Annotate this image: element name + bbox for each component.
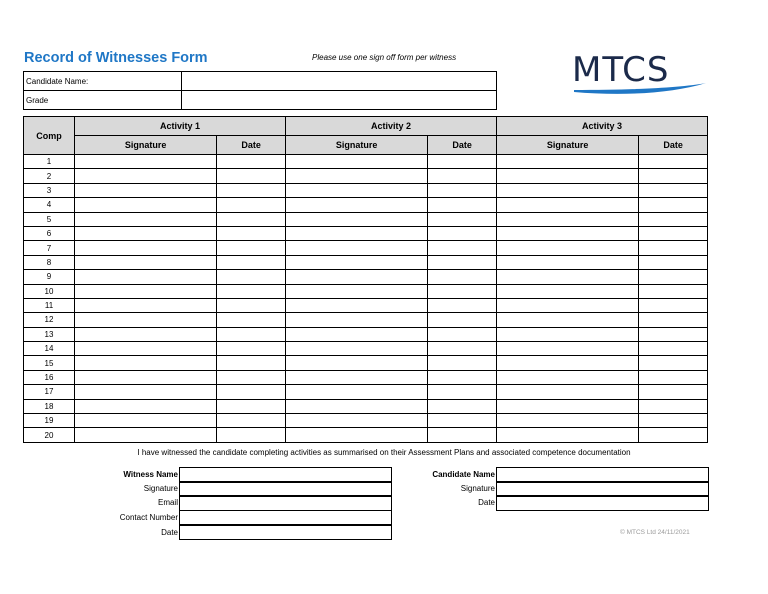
table-row — [24, 226, 708, 240]
table-row — [24, 342, 708, 356]
activity-1-date-cell[interactable] — [217, 342, 286, 356]
activity-3-date-cell[interactable] — [639, 198, 708, 212]
activity-2-date-cell[interactable] — [428, 385, 497, 399]
activity-2-signature-cell[interactable] — [285, 169, 427, 183]
activity-2-date-cell[interactable] — [428, 298, 497, 312]
activity-2-signature-cell[interactable] — [285, 241, 427, 255]
activity-3-date-cell[interactable] — [639, 284, 708, 298]
witness-email-field[interactable] — [179, 495, 392, 511]
activity-3-date-cell[interactable] — [639, 399, 708, 413]
activity-2-date-cell[interactable] — [428, 226, 497, 240]
activity-2-signature-cell[interactable] — [285, 270, 427, 284]
activity-1-signature-cell[interactable] — [75, 155, 217, 169]
activity-3-signature-cell[interactable] — [496, 385, 638, 399]
table-row — [24, 399, 708, 413]
mtcs-logo — [570, 50, 710, 98]
activity-2-header: Activity 2 — [285, 117, 496, 136]
activity-3-date-cell[interactable] — [639, 183, 708, 197]
activity-2-signature-cell[interactable] — [285, 342, 427, 356]
activity-3-signature-cell[interactable] — [496, 198, 638, 212]
activity-2-date-cell[interactable] — [428, 399, 497, 413]
activity-3-signature-cell[interactable] — [496, 284, 638, 298]
activity-3-date-cell[interactable] — [639, 226, 708, 240]
witness-record-table — [23, 116, 708, 443]
table-row — [24, 370, 708, 384]
form-title: Record of Witnesses Form — [24, 50, 208, 66]
activity-2-date-cell[interactable] — [428, 428, 497, 442]
comp-number: 6 — [24, 226, 75, 240]
witness-statement: I have witnessed the candidate completing activities as summarised on their Assessment Plans and associated competence documentation — [137, 448, 631, 457]
activity-3-date-cell[interactable] — [639, 270, 708, 284]
activity-1-signature-cell[interactable] — [75, 241, 217, 255]
comp-number: 16 — [24, 370, 75, 384]
activity-2-date-cell[interactable] — [428, 370, 497, 384]
candidate-signature-label: Signature — [460, 484, 495, 493]
activity-3-date-cell[interactable] — [639, 342, 708, 356]
activity-1-signature-cell[interactable] — [75, 399, 217, 413]
activity-2-date-cell[interactable] — [428, 414, 497, 428]
table-row — [24, 428, 708, 442]
activity-2-date-cell[interactable] — [428, 155, 497, 169]
comp-number: 11 — [24, 298, 75, 312]
witness-date-field[interactable] — [179, 524, 392, 540]
activity-2-date-cell[interactable] — [428, 284, 497, 298]
activity-2-date-cell[interactable] — [428, 356, 497, 370]
activity-3-signature-cell[interactable] — [496, 241, 638, 255]
signature-header: Signature — [285, 136, 427, 155]
activity-1-date-cell[interactable] — [217, 226, 286, 240]
witness-date-label: Date — [161, 528, 178, 537]
activity-3-signature-cell[interactable] — [496, 342, 638, 356]
activity-1-date-cell[interactable] — [217, 327, 286, 341]
activity-3-date-cell[interactable] — [639, 313, 708, 327]
activity-2-signature-cell[interactable] — [285, 198, 427, 212]
witness-signature-label: Signature — [143, 484, 178, 493]
activity-2-date-cell[interactable] — [428, 212, 497, 226]
activity-3-date-cell[interactable] — [639, 241, 708, 255]
activity-2-signature-cell[interactable] — [285, 155, 427, 169]
activity-1-signature-cell[interactable] — [75, 198, 217, 212]
logo-text: MTCS — [572, 50, 670, 90]
activity-3-date-cell[interactable] — [639, 414, 708, 428]
comp-number: 19 — [24, 414, 75, 428]
candidate-date-label: Date — [478, 498, 495, 507]
activity-3-signature-cell[interactable] — [496, 370, 638, 384]
candidate-info-table — [23, 71, 497, 110]
activity-1-date-cell[interactable] — [217, 313, 286, 327]
activity-1-signature-cell[interactable] — [75, 370, 217, 384]
comp-number: 8 — [24, 255, 75, 269]
comp-number: 7 — [24, 241, 75, 255]
activity-1-signature-cell[interactable] — [75, 298, 217, 312]
date-header: Date — [428, 136, 497, 155]
activity-2-signature-cell[interactable] — [285, 356, 427, 370]
activity-1-signature-cell[interactable] — [75, 385, 217, 399]
activity-1-signature-cell[interactable] — [75, 255, 217, 269]
activity-2-signature-cell[interactable] — [285, 327, 427, 341]
comp-number: 4 — [24, 198, 75, 212]
activity-1-signature-cell[interactable] — [75, 313, 217, 327]
comp-number: 13 — [24, 327, 75, 341]
witness-name-label: Witness Name — [123, 470, 178, 479]
activity-1-signature-cell[interactable] — [75, 342, 217, 356]
witness-email-label: Email — [157, 498, 178, 507]
activity-3-date-cell[interactable] — [639, 212, 708, 226]
grade-label: Grade — [24, 91, 182, 110]
activity-3-signature-cell[interactable] — [496, 313, 638, 327]
activity-1-date-cell[interactable] — [217, 255, 286, 269]
witness-contact-label: Contact Number — [119, 513, 178, 522]
activity-2-date-cell[interactable] — [428, 342, 497, 356]
comp-number: 14 — [24, 342, 75, 356]
table-row — [24, 385, 708, 399]
activity-2-signature-cell[interactable] — [285, 385, 427, 399]
activity-3-date-cell[interactable] — [639, 428, 708, 442]
table-row — [24, 198, 708, 212]
activity-1-date-cell[interactable] — [217, 385, 286, 399]
activity-2-signature-cell[interactable] — [285, 212, 427, 226]
activity-3-signature-cell[interactable] — [496, 356, 638, 370]
activity-3-header: Activity 3 — [496, 117, 707, 136]
activity-1-signature-cell[interactable] — [75, 284, 217, 298]
logo-swoosh-icon — [570, 50, 710, 98]
table-row — [24, 313, 708, 327]
activity-1-signature-cell[interactable] — [75, 327, 217, 341]
candidate-name-label: Candidate Name: — [24, 72, 182, 91]
activity-2-signature-cell[interactable] — [285, 399, 427, 413]
activity-2-signature-cell[interactable] — [285, 298, 427, 312]
activity-3-signature-cell[interactable] — [496, 169, 638, 183]
activity-2-signature-cell[interactable] — [285, 255, 427, 269]
activity-3-date-cell[interactable] — [639, 255, 708, 269]
table-row — [24, 270, 708, 284]
activity-2-signature-cell[interactable] — [285, 313, 427, 327]
activity-3-signature-cell[interactable] — [496, 255, 638, 269]
activity-3-date-cell[interactable] — [639, 155, 708, 169]
candidate-name-field[interactable] — [182, 72, 497, 91]
activity-1-date-cell[interactable] — [217, 428, 286, 442]
activity-3-date-cell[interactable] — [639, 370, 708, 384]
activity-1-date-cell[interactable] — [217, 155, 286, 169]
activity-3-signature-cell[interactable] — [496, 226, 638, 240]
table-row — [24, 169, 708, 183]
activity-1-date-cell[interactable] — [217, 241, 286, 255]
activity-1-date-cell[interactable] — [217, 370, 286, 384]
date-header: Date — [217, 136, 286, 155]
activity-1-signature-cell[interactable] — [75, 428, 217, 442]
copyright-text: © MTCS Ltd 24/11/2021 — [620, 529, 690, 536]
activity-2-signature-cell[interactable] — [285, 226, 427, 240]
table-row — [24, 155, 708, 169]
activity-2-date-cell[interactable] — [428, 327, 497, 341]
table-row — [24, 327, 708, 341]
activity-1-date-cell[interactable] — [217, 212, 286, 226]
candidate-date-field[interactable] — [496, 495, 709, 511]
activity-1-date-cell[interactable] — [217, 183, 286, 197]
activity-1-date-cell[interactable] — [217, 284, 286, 298]
activity-3-signature-cell[interactable] — [496, 183, 638, 197]
activity-1-signature-cell[interactable] — [75, 226, 217, 240]
activity-1-signature-cell[interactable] — [75, 212, 217, 226]
comp-number: 10 — [24, 284, 75, 298]
activity-1-date-cell[interactable] — [217, 298, 286, 312]
comp-number: 15 — [24, 356, 75, 370]
activity-1-date-cell[interactable] — [217, 399, 286, 413]
activity-2-date-cell[interactable] — [428, 198, 497, 212]
activity-1-signature-cell[interactable] — [75, 270, 217, 284]
date-header: Date — [639, 136, 708, 155]
activity-3-signature-cell[interactable] — [496, 212, 638, 226]
table-row — [24, 414, 708, 428]
activity-3-signature-cell[interactable] — [496, 428, 638, 442]
table-row — [24, 298, 708, 312]
activity-2-signature-cell[interactable] — [285, 370, 427, 384]
comp-number: 9 — [24, 270, 75, 284]
activity-1-signature-cell[interactable] — [75, 414, 217, 428]
comp-number: 18 — [24, 399, 75, 413]
activity-1-signature-cell[interactable] — [75, 356, 217, 370]
activity-2-signature-cell[interactable] — [285, 284, 427, 298]
activity-2-signature-cell[interactable] — [285, 414, 427, 428]
table-row — [24, 212, 708, 226]
activity-1-date-cell[interactable] — [217, 169, 286, 183]
activity-1-signature-cell[interactable] — [75, 169, 217, 183]
comp-number: 20 — [24, 428, 75, 442]
signature-header: Signature — [496, 136, 638, 155]
activity-3-date-cell[interactable] — [639, 356, 708, 370]
signature-header: Signature — [75, 136, 217, 155]
activity-3-signature-cell[interactable] — [496, 414, 638, 428]
activity-3-date-cell[interactable] — [639, 385, 708, 399]
activity-2-date-cell[interactable] — [428, 255, 497, 269]
activity-3-signature-cell[interactable] — [496, 270, 638, 284]
activity-3-signature-cell[interactable] — [496, 327, 638, 341]
form-instruction: Please use one sign off form per witness — [312, 53, 457, 62]
comp-number: 2 — [24, 169, 75, 183]
activity-1-date-cell[interactable] — [217, 414, 286, 428]
activity-2-signature-cell[interactable] — [285, 428, 427, 442]
candidate-name-label-bottom: Candidate Name — [432, 470, 495, 479]
activity-3-signature-cell[interactable] — [496, 399, 638, 413]
activity-2-date-cell[interactable] — [428, 183, 497, 197]
table-row — [24, 241, 708, 255]
comp-number: 5 — [24, 212, 75, 226]
activity-2-date-cell[interactable] — [428, 241, 497, 255]
activity-2-date-cell[interactable] — [428, 313, 497, 327]
activity-3-date-cell[interactable] — [639, 327, 708, 341]
activity-1-date-cell[interactable] — [217, 198, 286, 212]
activity-2-date-cell[interactable] — [428, 270, 497, 284]
activity-3-date-cell[interactable] — [639, 298, 708, 312]
grade-field[interactable] — [182, 91, 497, 110]
activity-1-signature-cell[interactable] — [75, 183, 217, 197]
comp-number: 3 — [24, 183, 75, 197]
table-row — [24, 356, 708, 370]
activity-2-signature-cell[interactable] — [285, 183, 427, 197]
comp-number: 17 — [24, 385, 75, 399]
comp-number: 12 — [24, 313, 75, 327]
table-row — [24, 255, 708, 269]
activity-3-signature-cell[interactable] — [496, 298, 638, 312]
comp-header: Comp — [24, 117, 75, 155]
activity-1-header: Activity 1 — [75, 117, 286, 136]
activity-2-date-cell[interactable] — [428, 169, 497, 183]
activity-3-signature-cell[interactable] — [496, 155, 638, 169]
activity-1-date-cell[interactable] — [217, 356, 286, 370]
table-row — [24, 183, 708, 197]
activity-3-date-cell[interactable] — [639, 169, 708, 183]
table-row — [24, 284, 708, 298]
comp-number: 1 — [24, 155, 75, 169]
activity-1-date-cell[interactable] — [217, 270, 286, 284]
